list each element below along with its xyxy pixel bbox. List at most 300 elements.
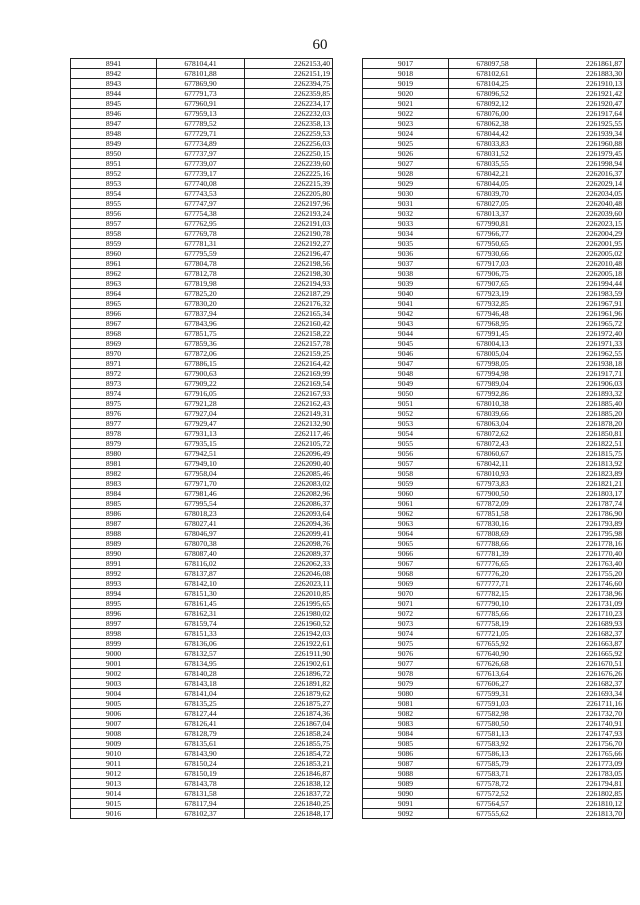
x-coordinate-cell: 677872,09 xyxy=(449,499,537,509)
y-coordinate-cell: 2262099,41 xyxy=(245,529,333,539)
x-coordinate-cell: 677785,66 xyxy=(449,609,537,619)
y-coordinate-cell: 2262005,02 xyxy=(537,249,625,259)
point-number-cell: 8948 xyxy=(71,129,157,139)
y-coordinate-cell: 2262094,36 xyxy=(245,519,333,529)
point-number-cell: 9072 xyxy=(363,609,449,619)
table-row xyxy=(363,309,625,319)
y-coordinate-cell: 2262196,47 xyxy=(245,249,333,259)
x-coordinate-cell: 678035,55 xyxy=(449,159,537,169)
table-row xyxy=(363,619,625,629)
x-coordinate-cell: 677788,66 xyxy=(449,539,537,549)
point-number-cell: 8954 xyxy=(71,189,157,199)
x-coordinate-cell: 677626,68 xyxy=(449,659,537,669)
y-coordinate-cell: 2262259,53 xyxy=(245,129,333,139)
point-number-cell: 9083 xyxy=(363,719,449,729)
y-coordinate-cell: 2261813,92 xyxy=(537,459,625,469)
y-coordinate-cell: 2261794,81 xyxy=(537,779,625,789)
x-coordinate-cell: 677929,47 xyxy=(157,419,245,429)
point-number-cell: 9079 xyxy=(363,679,449,689)
point-number-cell: 8949 xyxy=(71,139,157,149)
table-row xyxy=(363,639,625,649)
x-coordinate-cell: 678132,57 xyxy=(157,649,245,659)
x-coordinate-cell: 677781,31 xyxy=(157,239,245,249)
x-coordinate-cell: 677729,71 xyxy=(157,129,245,139)
table-row xyxy=(71,549,333,559)
x-coordinate-cell: 677599,31 xyxy=(449,689,537,699)
table-row xyxy=(363,419,625,429)
point-number-cell: 8990 xyxy=(71,549,157,559)
point-number-cell: 9056 xyxy=(363,449,449,459)
x-coordinate-cell: 678013,37 xyxy=(449,209,537,219)
point-number-cell: 9002 xyxy=(71,669,157,679)
point-number-cell: 8984 xyxy=(71,489,157,499)
table-row xyxy=(363,149,625,159)
y-coordinate-cell: 2261942,03 xyxy=(245,629,333,639)
point-number-cell: 9073 xyxy=(363,619,449,629)
y-coordinate-cell: 2261917,64 xyxy=(537,109,625,119)
table-row xyxy=(363,739,625,749)
table-row xyxy=(71,589,333,599)
y-coordinate-cell: 2262153,40 xyxy=(245,59,333,69)
table-row xyxy=(363,249,625,259)
x-coordinate-cell: 678140,28 xyxy=(157,669,245,679)
point-number-cell: 8943 xyxy=(71,79,157,89)
y-coordinate-cell: 2261770,40 xyxy=(537,549,625,559)
table-row xyxy=(363,559,625,569)
point-number-cell: 8979 xyxy=(71,439,157,449)
x-coordinate-cell: 677990,81 xyxy=(449,219,537,229)
y-coordinate-cell: 2261896,72 xyxy=(245,669,333,679)
table-row xyxy=(363,289,625,299)
x-coordinate-cell: 677769,78 xyxy=(157,229,245,239)
x-coordinate-cell: 678096,52 xyxy=(449,89,537,99)
x-coordinate-cell: 677737,97 xyxy=(157,149,245,159)
x-coordinate-cell: 678060,67 xyxy=(449,449,537,459)
y-coordinate-cell: 2261823,89 xyxy=(537,469,625,479)
y-coordinate-cell: 2261682,37 xyxy=(537,629,625,639)
x-coordinate-cell: 678087,40 xyxy=(157,549,245,559)
y-coordinate-cell: 2262160,42 xyxy=(245,319,333,329)
y-coordinate-cell: 2261803,17 xyxy=(537,489,625,499)
x-coordinate-cell: 677837,94 xyxy=(157,309,245,319)
x-coordinate-cell: 678010,38 xyxy=(449,399,537,409)
table-row xyxy=(363,649,625,659)
table-row xyxy=(71,559,333,569)
y-coordinate-cell: 2262039,60 xyxy=(537,209,625,219)
x-coordinate-cell: 678072,62 xyxy=(449,429,537,439)
table-row xyxy=(71,679,333,689)
y-coordinate-cell: 2262004,29 xyxy=(537,229,625,239)
point-number-cell: 9091 xyxy=(363,799,449,809)
y-coordinate-cell: 2262176,32 xyxy=(245,299,333,309)
y-coordinate-cell: 2261810,12 xyxy=(537,799,625,809)
point-number-cell: 8971 xyxy=(71,359,157,369)
y-coordinate-cell: 2261878,20 xyxy=(537,419,625,429)
point-number-cell: 8966 xyxy=(71,309,157,319)
point-number-cell: 8999 xyxy=(71,639,157,649)
x-coordinate-cell: 678150,19 xyxy=(157,769,245,779)
point-number-cell: 9051 xyxy=(363,399,449,409)
y-coordinate-cell: 2261763,40 xyxy=(537,559,625,569)
point-number-cell: 9003 xyxy=(71,679,157,689)
table-row xyxy=(363,589,625,599)
y-coordinate-cell: 2262394,75 xyxy=(245,79,333,89)
y-coordinate-cell: 2261711,16 xyxy=(537,699,625,709)
table-row xyxy=(363,679,625,689)
table-row xyxy=(71,359,333,369)
table-row xyxy=(71,119,333,129)
point-number-cell: 9014 xyxy=(71,789,157,799)
y-coordinate-cell: 2261665,92 xyxy=(537,649,625,659)
point-number-cell: 8946 xyxy=(71,109,157,119)
table-row xyxy=(71,659,333,669)
x-coordinate-cell: 678135,25 xyxy=(157,699,245,709)
point-number-cell: 9076 xyxy=(363,649,449,659)
y-coordinate-cell: 2261861,87 xyxy=(537,59,625,69)
table-row xyxy=(71,99,333,109)
y-coordinate-cell: 2262062,33 xyxy=(245,559,333,569)
y-coordinate-cell: 2262046,08 xyxy=(245,569,333,579)
y-coordinate-cell: 2262085,46 xyxy=(245,469,333,479)
table-row xyxy=(71,149,333,159)
y-coordinate-cell: 2261765,66 xyxy=(537,749,625,759)
table-row xyxy=(71,509,333,519)
y-coordinate-cell: 2261731,09 xyxy=(537,599,625,609)
x-coordinate-cell: 677869,90 xyxy=(157,79,245,89)
x-coordinate-cell: 678044,42 xyxy=(449,129,537,139)
y-coordinate-cell: 2261783,05 xyxy=(537,769,625,779)
x-coordinate-cell: 677989,04 xyxy=(449,379,537,389)
table-row xyxy=(71,309,333,319)
point-number-cell: 9010 xyxy=(71,749,157,759)
y-coordinate-cell: 2261682,37 xyxy=(537,679,625,689)
y-coordinate-cell: 2261972,40 xyxy=(537,329,625,339)
table-row xyxy=(363,439,625,449)
point-number-cell: 9036 xyxy=(363,249,449,259)
table-row xyxy=(71,539,333,549)
y-coordinate-cell: 2261960,88 xyxy=(537,139,625,149)
table-row xyxy=(71,699,333,709)
y-coordinate-cell: 2261979,45 xyxy=(537,149,625,159)
y-coordinate-cell: 2261960,52 xyxy=(245,619,333,629)
point-number-cell: 8963 xyxy=(71,279,157,289)
x-coordinate-cell: 677973,83 xyxy=(449,479,537,489)
table-row xyxy=(71,409,333,419)
table-row xyxy=(363,609,625,619)
table-row xyxy=(363,489,625,499)
point-number-cell: 8959 xyxy=(71,239,157,249)
x-coordinate-cell: 677968,95 xyxy=(449,319,537,329)
y-coordinate-cell: 2261858,24 xyxy=(245,729,333,739)
y-coordinate-cell: 2262234,17 xyxy=(245,99,333,109)
x-coordinate-cell: 677582,98 xyxy=(449,709,537,719)
x-coordinate-cell: 678076,00 xyxy=(449,109,537,119)
point-number-cell: 9032 xyxy=(363,209,449,219)
y-coordinate-cell: 2261875,27 xyxy=(245,699,333,709)
x-coordinate-cell: 677743,53 xyxy=(157,189,245,199)
table-row xyxy=(363,89,625,99)
x-coordinate-cell: 677640,90 xyxy=(449,649,537,659)
coordinates-table-right xyxy=(362,58,625,819)
x-coordinate-cell: 678104,25 xyxy=(449,79,537,89)
point-number-cell: 9001 xyxy=(71,659,157,669)
point-number-cell: 8976 xyxy=(71,409,157,419)
y-coordinate-cell: 2261840,25 xyxy=(245,799,333,809)
point-number-cell: 9028 xyxy=(363,169,449,179)
y-coordinate-cell: 2262005,18 xyxy=(537,269,625,279)
y-coordinate-cell: 2262010,48 xyxy=(537,259,625,269)
x-coordinate-cell: 677740,08 xyxy=(157,179,245,189)
x-coordinate-cell: 677921,28 xyxy=(157,399,245,409)
table-row xyxy=(363,209,625,219)
point-number-cell: 9015 xyxy=(71,799,157,809)
point-number-cell: 8965 xyxy=(71,299,157,309)
x-coordinate-cell: 678104,41 xyxy=(157,59,245,69)
table-row xyxy=(71,249,333,259)
x-coordinate-cell: 678005,04 xyxy=(449,349,537,359)
point-number-cell: 9005 xyxy=(71,699,157,709)
y-coordinate-cell: 2261756,70 xyxy=(537,739,625,749)
table-row xyxy=(363,119,625,129)
y-coordinate-cell: 2261738,96 xyxy=(537,589,625,599)
x-coordinate-cell: 677851,75 xyxy=(157,329,245,339)
y-coordinate-cell: 2262169,54 xyxy=(245,379,333,389)
point-number-cell: 8974 xyxy=(71,389,157,399)
table-row xyxy=(71,779,333,789)
table-row xyxy=(363,379,625,389)
table-row xyxy=(363,299,625,309)
y-coordinate-cell: 2261961,96 xyxy=(537,309,625,319)
x-coordinate-cell: 677949,10 xyxy=(157,459,245,469)
x-coordinate-cell: 678162,31 xyxy=(157,609,245,619)
point-number-cell: 8978 xyxy=(71,429,157,439)
point-number-cell: 9060 xyxy=(363,489,449,499)
point-number-cell: 8957 xyxy=(71,219,157,229)
point-number-cell: 9069 xyxy=(363,579,449,589)
table-row xyxy=(363,99,625,109)
x-coordinate-cell: 677776,65 xyxy=(449,559,537,569)
point-number-cell: 9074 xyxy=(363,629,449,639)
x-coordinate-cell: 678031,52 xyxy=(449,149,537,159)
x-coordinate-cell: 677581,13 xyxy=(449,729,537,739)
point-number-cell: 9063 xyxy=(363,519,449,529)
table-row xyxy=(71,519,333,529)
point-number-cell: 8968 xyxy=(71,329,157,339)
table-row xyxy=(363,279,625,289)
table-row xyxy=(71,569,333,579)
point-number-cell: 9040 xyxy=(363,289,449,299)
y-coordinate-cell: 2262198,30 xyxy=(245,269,333,279)
table-row xyxy=(71,159,333,169)
y-coordinate-cell: 2262167,93 xyxy=(245,389,333,399)
x-coordinate-cell: 678150,24 xyxy=(157,759,245,769)
y-coordinate-cell: 2261670,51 xyxy=(537,659,625,669)
x-coordinate-cell: 678027,05 xyxy=(449,199,537,209)
y-coordinate-cell: 2261848,17 xyxy=(245,809,333,819)
table-row xyxy=(71,139,333,149)
y-coordinate-cell: 2262089,37 xyxy=(245,549,333,559)
x-coordinate-cell: 677843,96 xyxy=(157,319,245,329)
x-coordinate-cell: 678102,37 xyxy=(157,809,245,819)
y-coordinate-cell: 2262165,34 xyxy=(245,309,333,319)
x-coordinate-cell: 677613,64 xyxy=(449,669,537,679)
y-coordinate-cell: 2261998,94 xyxy=(537,159,625,169)
point-number-cell: 8951 xyxy=(71,159,157,169)
table-row xyxy=(71,609,333,619)
y-coordinate-cell: 2261793,89 xyxy=(537,519,625,529)
table-row xyxy=(363,499,625,509)
x-coordinate-cell: 677655,92 xyxy=(449,639,537,649)
point-number-cell: 9066 xyxy=(363,549,449,559)
x-coordinate-cell: 677739,07 xyxy=(157,159,245,169)
table-row xyxy=(363,239,625,249)
x-coordinate-cell: 677734,89 xyxy=(157,139,245,149)
point-number-cell: 9029 xyxy=(363,179,449,189)
point-number-cell: 9000 xyxy=(71,649,157,659)
x-coordinate-cell: 677960,91 xyxy=(157,99,245,109)
y-coordinate-cell: 2262016,37 xyxy=(537,169,625,179)
x-coordinate-cell: 677966,77 xyxy=(449,229,537,239)
y-coordinate-cell: 2261967,91 xyxy=(537,299,625,309)
x-coordinate-cell: 678004,13 xyxy=(449,339,537,349)
point-number-cell: 9088 xyxy=(363,769,449,779)
point-number-cell: 8960 xyxy=(71,249,157,259)
x-coordinate-cell: 678010,93 xyxy=(449,469,537,479)
table-row xyxy=(363,449,625,459)
x-coordinate-cell: 678143,78 xyxy=(157,779,245,789)
y-coordinate-cell: 2262029,14 xyxy=(537,179,625,189)
y-coordinate-cell: 2262359,85 xyxy=(245,89,333,99)
x-coordinate-cell: 677927,04 xyxy=(157,409,245,419)
point-number-cell: 8997 xyxy=(71,619,157,629)
table-row xyxy=(71,739,333,749)
table-row xyxy=(363,729,625,739)
x-coordinate-cell: 677872,06 xyxy=(157,349,245,359)
x-coordinate-cell: 677917,03 xyxy=(449,259,537,269)
point-number-cell: 9030 xyxy=(363,189,449,199)
table-row xyxy=(71,59,333,69)
y-coordinate-cell: 2261773,09 xyxy=(537,759,625,769)
y-coordinate-cell: 2262034,05 xyxy=(537,189,625,199)
y-coordinate-cell: 2262239,60 xyxy=(245,159,333,169)
point-number-cell: 8985 xyxy=(71,499,157,509)
table-row xyxy=(71,169,333,179)
x-coordinate-cell: 677851,58 xyxy=(449,509,537,519)
x-coordinate-cell: 678128,79 xyxy=(157,729,245,739)
table-row xyxy=(71,619,333,629)
x-coordinate-cell: 677583,92 xyxy=(449,739,537,749)
x-coordinate-cell: 677981,46 xyxy=(157,489,245,499)
table-row xyxy=(71,289,333,299)
point-number-cell: 8953 xyxy=(71,179,157,189)
x-coordinate-cell: 677591,03 xyxy=(449,699,537,709)
table-row xyxy=(71,69,333,79)
point-number-cell: 9031 xyxy=(363,199,449,209)
table-row xyxy=(363,219,625,229)
y-coordinate-cell: 2261676,26 xyxy=(537,669,625,679)
x-coordinate-cell: 677747,97 xyxy=(157,199,245,209)
point-number-cell: 9089 xyxy=(363,779,449,789)
x-coordinate-cell: 677586,13 xyxy=(449,749,537,759)
x-coordinate-cell: 678126,41 xyxy=(157,719,245,729)
point-number-cell: 9065 xyxy=(363,539,449,549)
table-row xyxy=(363,629,625,639)
y-coordinate-cell: 2261853,21 xyxy=(245,759,333,769)
table-row xyxy=(71,379,333,389)
x-coordinate-cell: 677721,05 xyxy=(449,629,537,639)
y-coordinate-cell: 2261917,71 xyxy=(537,369,625,379)
point-number-cell: 9068 xyxy=(363,569,449,579)
y-coordinate-cell: 2261980,02 xyxy=(245,609,333,619)
point-number-cell: 9038 xyxy=(363,269,449,279)
y-coordinate-cell: 2262093,64 xyxy=(245,509,333,519)
y-coordinate-cell: 2261854,72 xyxy=(245,749,333,759)
point-number-cell: 8942 xyxy=(71,69,157,79)
x-coordinate-cell: 678042,21 xyxy=(449,169,537,179)
point-number-cell: 9059 xyxy=(363,479,449,489)
y-coordinate-cell: 2261850,81 xyxy=(537,429,625,439)
x-coordinate-cell: 677781,39 xyxy=(449,549,537,559)
point-number-cell: 9017 xyxy=(363,59,449,69)
y-coordinate-cell: 2261983,59 xyxy=(537,289,625,299)
table-row xyxy=(363,749,625,759)
y-coordinate-cell: 2262158,22 xyxy=(245,329,333,339)
table-row xyxy=(71,669,333,679)
point-number-cell: 9058 xyxy=(363,469,449,479)
x-coordinate-cell: 677907,65 xyxy=(449,279,537,289)
point-number-cell: 8956 xyxy=(71,209,157,219)
table-row xyxy=(71,579,333,589)
point-number-cell: 9078 xyxy=(363,669,449,679)
table-row xyxy=(71,339,333,349)
table-row xyxy=(71,279,333,289)
table-row xyxy=(71,769,333,779)
point-number-cell: 9057 xyxy=(363,459,449,469)
point-number-cell: 8980 xyxy=(71,449,157,459)
point-number-cell: 8983 xyxy=(71,479,157,489)
point-number-cell: 9019 xyxy=(363,79,449,89)
x-coordinate-cell: 677572,52 xyxy=(449,789,537,799)
y-coordinate-cell: 2261938,18 xyxy=(537,359,625,369)
y-coordinate-cell: 2261822,51 xyxy=(537,439,625,449)
y-coordinate-cell: 2261885,40 xyxy=(537,399,625,409)
y-coordinate-cell: 2261910,13 xyxy=(537,79,625,89)
table-row xyxy=(71,459,333,469)
y-coordinate-cell: 2262190,78 xyxy=(245,229,333,239)
point-number-cell: 8994 xyxy=(71,589,157,599)
table-row xyxy=(363,139,625,149)
point-number-cell: 8975 xyxy=(71,399,157,409)
table-row xyxy=(71,189,333,199)
table-row xyxy=(363,799,625,809)
table-row xyxy=(71,759,333,769)
x-coordinate-cell: 678136,06 xyxy=(157,639,245,649)
point-number-cell: 9035 xyxy=(363,239,449,249)
point-number-cell: 8958 xyxy=(71,229,157,239)
y-coordinate-cell: 2261867,04 xyxy=(245,719,333,729)
y-coordinate-cell: 2261746,60 xyxy=(537,579,625,589)
x-coordinate-cell: 677886,15 xyxy=(157,359,245,369)
point-number-cell: 9009 xyxy=(71,739,157,749)
point-number-cell: 8996 xyxy=(71,609,157,619)
y-coordinate-cell: 2262191,03 xyxy=(245,219,333,229)
y-coordinate-cell: 2262162,43 xyxy=(245,399,333,409)
point-number-cell: 9046 xyxy=(363,349,449,359)
x-coordinate-cell: 677825,20 xyxy=(157,289,245,299)
y-coordinate-cell: 2261755,20 xyxy=(537,569,625,579)
point-number-cell: 8981 xyxy=(71,459,157,469)
point-number-cell: 8989 xyxy=(71,539,157,549)
